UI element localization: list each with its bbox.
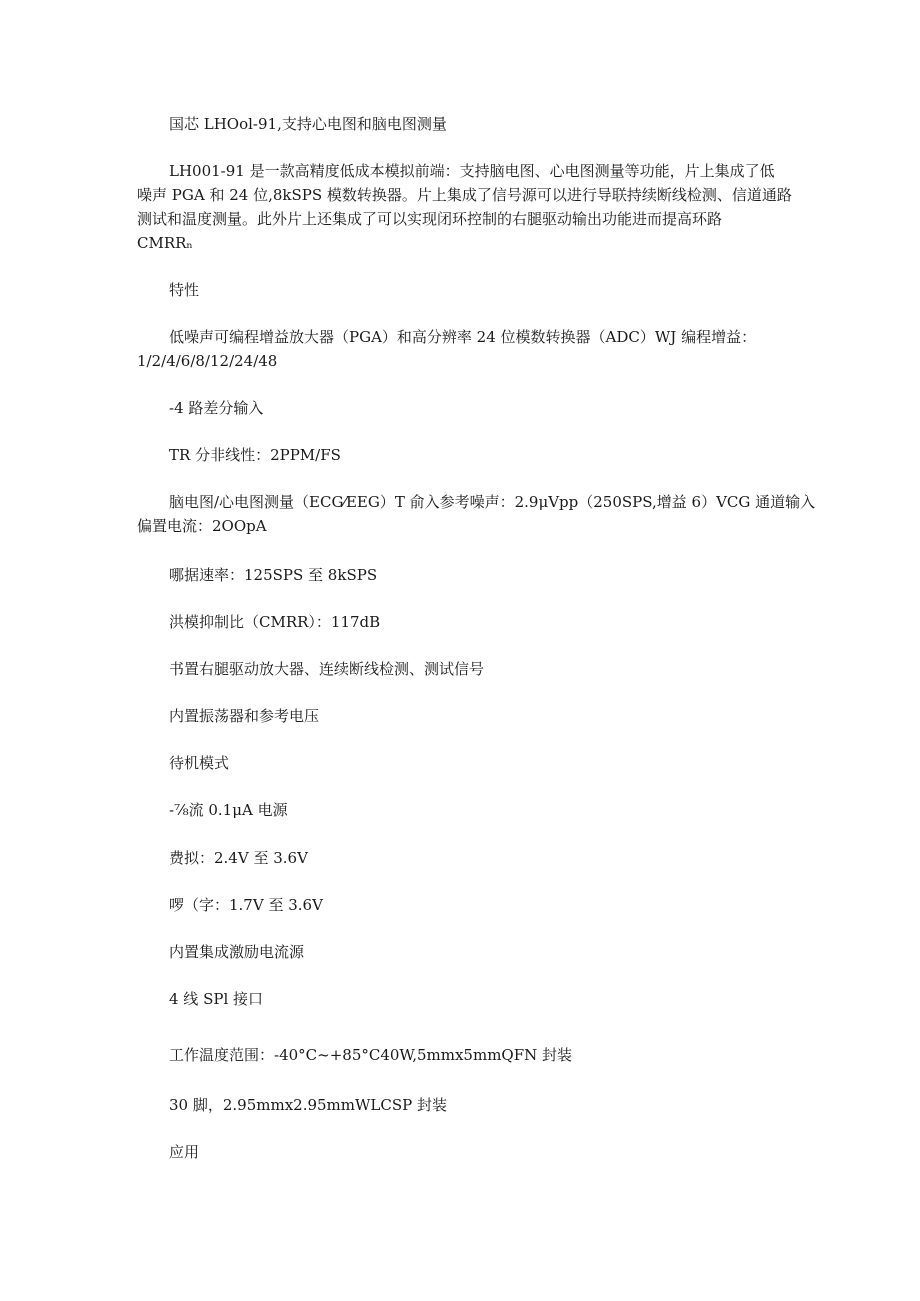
feature-item: -4 路差分输入 bbox=[169, 399, 264, 417]
feature-item: 啰（字：1.7V 至 3.6V bbox=[169, 896, 323, 914]
feature-item: 洪模抑制比（CMRR）：117dB bbox=[169, 613, 381, 631]
applications-heading: 应用 bbox=[169, 1143, 200, 1161]
feature-item: 内置集成激励电流源 bbox=[169, 943, 305, 961]
feature-item: 脑电图/心电图测量（ECG⁄EEG）T 俞入参考噪声：2.9μVpp（250SPS,增益 6）VCG 通道输入 bbox=[169, 493, 816, 511]
document-title: 国芯 LHOol-91,支持心电图和脑电图测量 bbox=[169, 115, 447, 133]
intro-line: 噪声 PGA 和 24 位,8kSPS 模数转换器。片上集成了信号源可以进行导联持续断线检测、信道通路 bbox=[137, 186, 792, 204]
feature-item: 低噪声可编程增益放大器（PGA）和高分辨率 24 位模数转换器（ADC）WJ 编程增益： bbox=[169, 328, 757, 346]
feature-item: 费拟：2.4V 至 3.6V bbox=[169, 849, 308, 867]
feature-item: 哪据速率：125SPS 至 8kSPS bbox=[169, 566, 378, 584]
intro-line: 测试和温度测量。此外片上还集成了可以实现闭环控制的右腿驱动输出功能进而提高环路 bbox=[137, 210, 723, 228]
feature-item: -⅞流 0.1μA 电源 bbox=[169, 801, 288, 819]
intro-line: LH001-91 是一款高精度低成本模拟前端：支持脑电图、心电图测量等功能，片上集成了低 bbox=[169, 162, 775, 180]
feature-item: 偏置电流：2OOpA bbox=[137, 517, 267, 535]
feature-item: 1/2/4/6/8/12/24/48 bbox=[137, 352, 278, 370]
intro-line: CMRRₙ bbox=[137, 234, 193, 252]
feature-item: 内置振荡器和参考电压 bbox=[169, 707, 320, 725]
feature-item: 工作温度范围：-40°C~+85°C40W,5mmx5mmQFN 封装 bbox=[169, 1046, 573, 1064]
feature-item: 书置右腿驱动放大器、连续断线检测、测试信号 bbox=[169, 660, 485, 678]
feature-item: 4 线 SPl 接口 bbox=[169, 990, 264, 1008]
features-heading: 特性 bbox=[169, 281, 200, 299]
feature-item: 待机模式 bbox=[169, 754, 230, 772]
feature-item: 30 脚，2.95mmx2.95mmWLCSP 封装 bbox=[169, 1096, 447, 1114]
feature-item: TR 分非线性：2PPM/FS bbox=[169, 446, 341, 464]
